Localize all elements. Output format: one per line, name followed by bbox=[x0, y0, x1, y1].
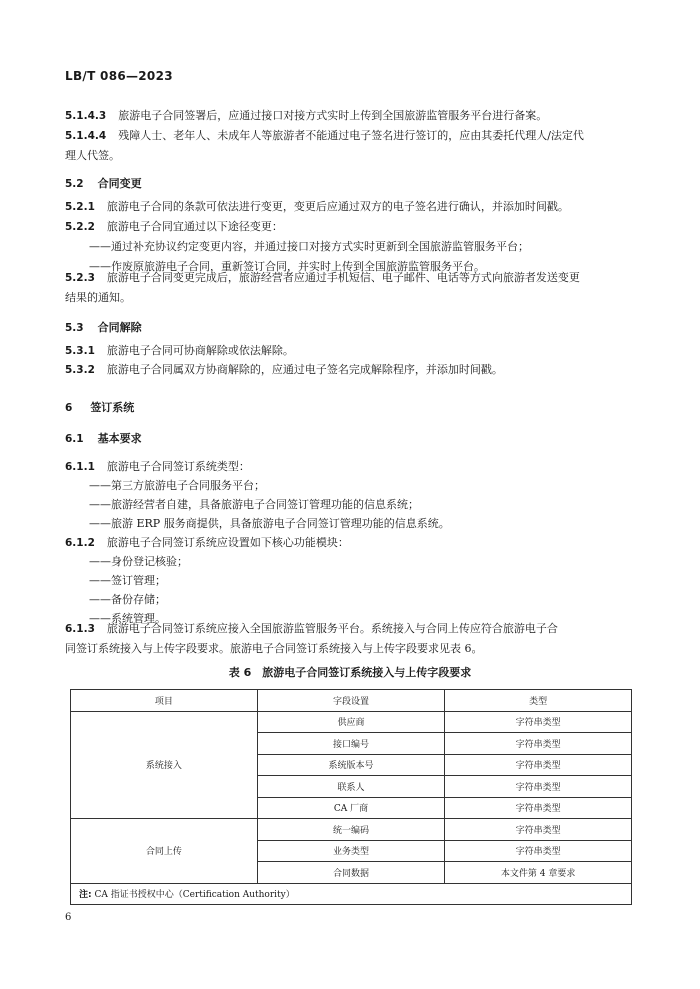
section-heading-5-2 bbox=[65, 175, 142, 191]
clause-number: 5.2.2 bbox=[65, 221, 95, 233]
clause-5-3-1 bbox=[65, 341, 635, 361]
section-title: 合同变更 bbox=[97, 177, 142, 190]
column-header: 字段设置 bbox=[257, 690, 445, 712]
clause-text: 旅游电子合同宜通过以下途径变更： bbox=[106, 220, 283, 233]
clause-text: 旅游电子合同变更完成后，旅游经营者应通过手机短信、电子邮件、电话等方式向旅游者发送变更 bbox=[106, 271, 580, 284]
clause-number: 5.1.4.3 bbox=[65, 110, 107, 122]
field-cell: 业务类型 bbox=[257, 840, 445, 862]
type-cell: 字符串类型 bbox=[445, 840, 632, 862]
section-heading-6-1 bbox=[65, 430, 142, 446]
clause-text: 旅游电子合同属双方协商解除的，应通过电子签名完成解除程序，并添加时间戳。 bbox=[106, 363, 503, 376]
type-cell: 字符串类型 bbox=[445, 754, 632, 776]
clause-number: 6.1.2 bbox=[65, 537, 95, 549]
clause-text: 旅游电子合同签订系统应接入全国旅游监管服务平台。系统接入与合同上传应符合旅游电子合 bbox=[106, 622, 558, 635]
clause-6-1-3 bbox=[65, 619, 635, 659]
field-cell: 合同数据 bbox=[257, 862, 445, 884]
table-header-row bbox=[71, 690, 632, 712]
list-item: ——旅游经营者自建，具备旅游电子合同签订管理功能的信息系统； bbox=[89, 498, 419, 511]
clause-5-3-2 bbox=[65, 360, 635, 380]
clause-number: 5.3.1 bbox=[65, 345, 95, 357]
list-item: ——身份登记核验； bbox=[89, 555, 188, 568]
field-cell: 供应商 bbox=[257, 711, 445, 733]
field-cell: 接口编号 bbox=[257, 733, 445, 755]
clause-text: 旅游电子合同可协商解除或依法解除。 bbox=[106, 344, 294, 357]
note-label: 注: bbox=[79, 890, 92, 900]
clause-5-2-2 bbox=[65, 217, 635, 237]
clause-number: 5.2.1 bbox=[65, 201, 95, 213]
chapter-number: 6 bbox=[65, 402, 73, 414]
clause-text-cont: 同签订系统接入与上传字段要求。旅游电子合同签订系统接入与上传字段要求见表 6。 bbox=[65, 642, 483, 655]
type-cell: 字符串类型 bbox=[445, 776, 632, 798]
chapter-title: 签订系统 bbox=[90, 401, 135, 414]
section-title: 合同解除 bbox=[97, 321, 142, 334]
table-note-row bbox=[71, 883, 632, 904]
field-cell: 统一编码 bbox=[257, 819, 445, 841]
table-row bbox=[71, 819, 632, 841]
table-caption: 表 6 旅游电子合同签订系统接入与上传字段要求 bbox=[228, 666, 472, 679]
clause-number: 6.1.1 bbox=[65, 461, 95, 473]
section-number: 6.1 bbox=[65, 433, 84, 445]
clause-number: 5.1.4.4 bbox=[65, 130, 107, 142]
type-cell: 字符串类型 bbox=[445, 733, 632, 755]
clause-text: 旅游电子合同签署后，应通过接口对接方式实时上传到全国旅游监管服务平台进行备案。 bbox=[118, 109, 548, 122]
clause-5-1-4-4 bbox=[65, 126, 635, 166]
list-item: ——第三方旅游电子合同服务平台； bbox=[89, 479, 265, 492]
section-heading-5-3 bbox=[65, 319, 142, 335]
section-number: 5.2 bbox=[65, 178, 84, 190]
clause-text: 旅游电子合同签订系统应设置如下核心功能模块： bbox=[106, 536, 349, 549]
clause-number: 5.2.3 bbox=[65, 272, 95, 284]
section-title: 基本要求 bbox=[97, 432, 142, 445]
clause-6-1-1 bbox=[65, 457, 635, 477]
list-item: ——作废原旅游电子合同，重新签订合同，并实时上传到全国旅游监管服务平台。 bbox=[89, 260, 485, 273]
field-cell: 联系人 bbox=[257, 776, 445, 798]
table-note bbox=[71, 883, 632, 904]
type-cell: 字符串类型 bbox=[445, 711, 632, 733]
list-item: ——旅游 ERP 服务商提供，具备旅游电子合同签订管理功能的信息系统。 bbox=[89, 517, 450, 530]
type-cell: 字符串类型 bbox=[445, 797, 632, 819]
page-number: 6 bbox=[65, 912, 72, 923]
list-item: ——备份存储； bbox=[89, 593, 166, 606]
group-cell-contract-upload: 合同上传 bbox=[71, 819, 258, 884]
group-cell-system-access: 系统接入 bbox=[71, 711, 258, 819]
clause-text-cont: 理人代签。 bbox=[65, 149, 120, 162]
clause-number: 6.1.3 bbox=[65, 623, 95, 635]
field-cell: CA 厂商 bbox=[257, 797, 445, 819]
clause-5-2-1 bbox=[65, 197, 635, 217]
field-requirements-table bbox=[70, 689, 632, 905]
field-cell: 系统版本号 bbox=[257, 754, 445, 776]
column-header: 类型 bbox=[445, 690, 632, 712]
clause-5-1-4-3 bbox=[65, 106, 635, 126]
clause-text: 旅游电子合同的条款可依法进行变更，变更后应通过双方的电子签名进行确认，并添加时间戳。 bbox=[106, 200, 569, 213]
list-item: ——通过补充协议约定变更内容，并通过接口对接方式实时更新到全国旅游监管服务平台； bbox=[89, 240, 529, 253]
chapter-heading-6 bbox=[65, 399, 134, 415]
type-cell: 本文件第 4 章要求 bbox=[445, 862, 632, 884]
list-item: ——系统管理。 bbox=[89, 612, 166, 625]
note-text: CA 指证书授权中心（Certification Authority） bbox=[94, 890, 295, 900]
clause-number: 5.3.2 bbox=[65, 364, 95, 376]
standard-code: LB/T 086—2023 bbox=[65, 69, 173, 83]
clause-5-2-3 bbox=[65, 268, 635, 308]
type-cell: 字符串类型 bbox=[445, 819, 632, 841]
table-row bbox=[71, 711, 632, 733]
clause-text: 旅游电子合同签订系统类型： bbox=[106, 460, 250, 473]
list-item: ——签订管理； bbox=[89, 574, 166, 587]
clause-6-1-2 bbox=[65, 533, 635, 553]
section-number: 5.3 bbox=[65, 322, 84, 334]
column-header: 项目 bbox=[71, 690, 258, 712]
clause-text: 残障人士、老年人、未成年人等旅游者不能通过电子签名进行签订的，应由其委托代理人/法定代 bbox=[118, 129, 584, 142]
clause-text-cont: 结果的通知。 bbox=[65, 291, 131, 304]
